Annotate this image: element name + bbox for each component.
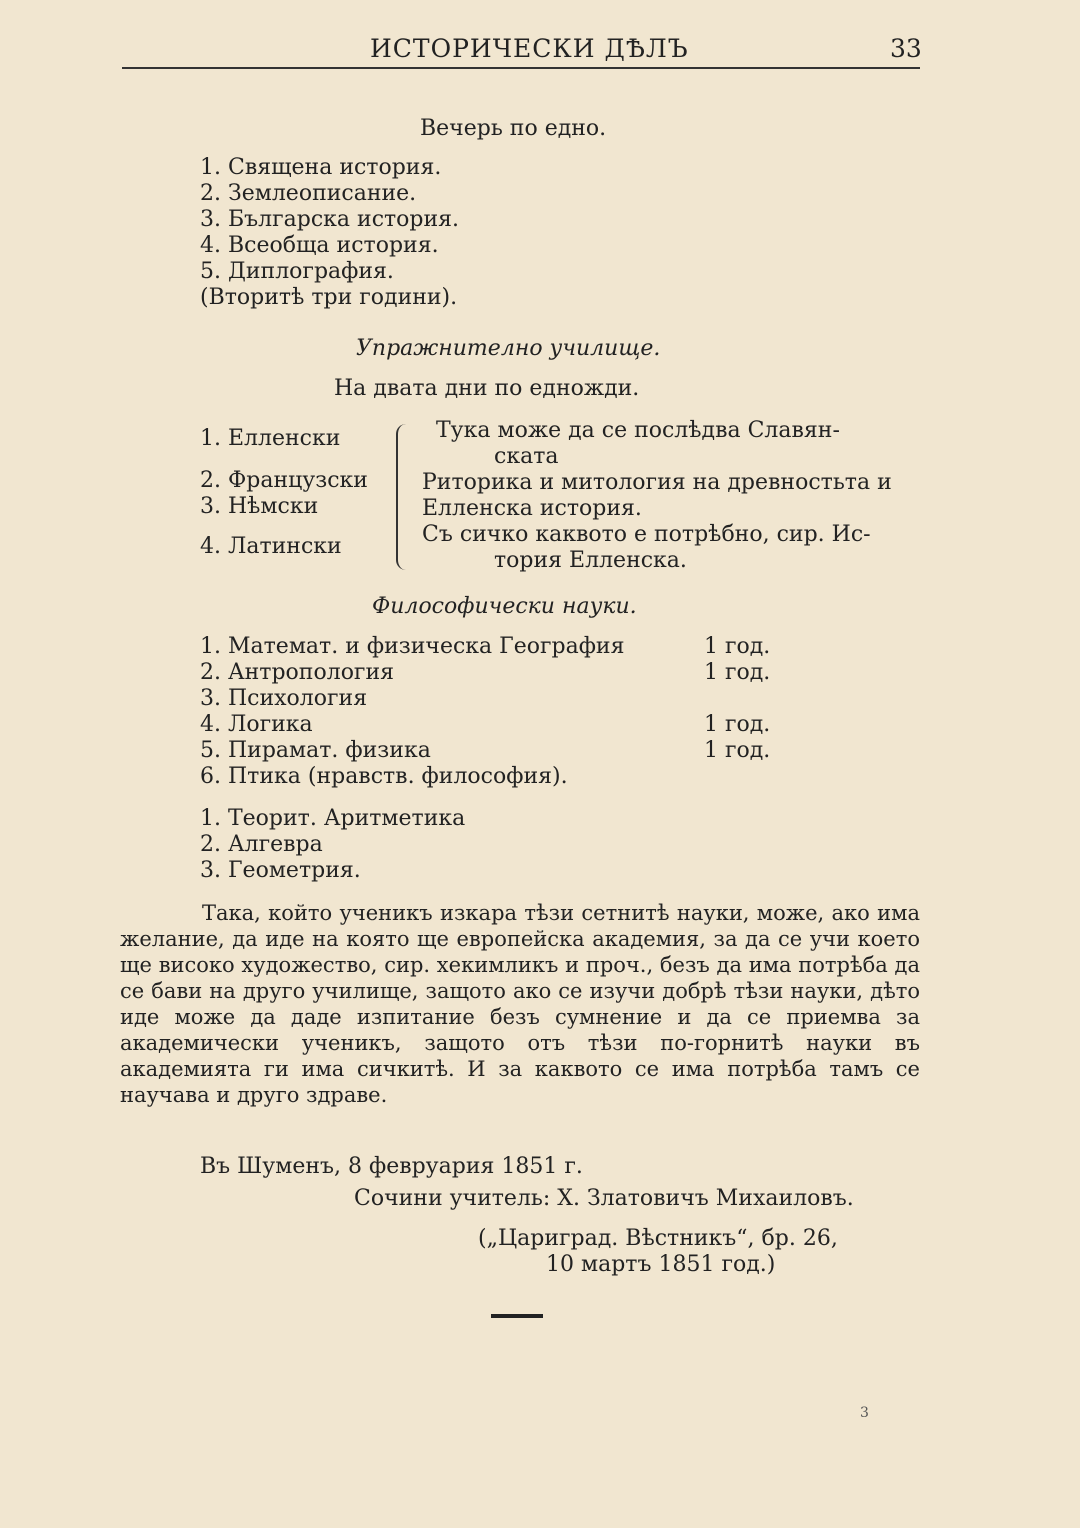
list-item: 3. Българска история. bbox=[200, 207, 460, 232]
description-line: Риторика и митология на древностьта и bbox=[422, 470, 892, 495]
brace bbox=[396, 424, 408, 570]
list-item: 3. Геометрия. bbox=[200, 858, 361, 883]
evening-heading: Вечерь по едно. bbox=[420, 116, 607, 141]
subject-french: 2. Французски bbox=[200, 468, 368, 493]
philosophy-heading: Философически науки. bbox=[372, 594, 637, 619]
philosophy-years bbox=[704, 634, 770, 764]
list-item: 6. Птика (нравств. философия). bbox=[200, 764, 568, 789]
subject-latin: 4. Латински bbox=[200, 534, 342, 559]
list-item: 3. Психология bbox=[200, 686, 368, 711]
description-line: Съ сичко каквото е потрѣбно, сир. Ис- bbox=[422, 522, 871, 547]
author-line: Сочини учитель: Х. Златовичъ Михаиловъ. bbox=[354, 1186, 854, 1211]
list-item: 1. Математ. и физическа География bbox=[200, 634, 625, 659]
page-number: 33 bbox=[890, 34, 922, 63]
year-value: 1 год. bbox=[704, 634, 771, 659]
list-item: 2. Антропология bbox=[200, 660, 395, 685]
math-list bbox=[200, 806, 465, 884]
closing-paragraph bbox=[120, 900, 920, 1108]
philosophy-list bbox=[200, 634, 624, 790]
description-line: ската bbox=[494, 444, 559, 469]
paragraph-text: Така, който ученикъ изкара тѣзи сетнитѣ науки, може, ако има желание, да иде на която ще европейска академия, за да се учи което ще високо художество, сир. хекимликъ и проч., безъ да има потрѣба да се бави на друго училище, защото ако се изучи добрѣ тѣзи науки, дѣто иде може да даде изпитание безъ сумнение и да се приемва за академически ученикъ, защото отъ тѣзи по-горнитѣ науки въ академията ги има сичкитѣ. И за каквото се има потрѣба тамъ се научава и друго здраве. bbox=[120, 901, 920, 1107]
year-value: 1 год. bbox=[704, 712, 771, 737]
subject-german: 3. Нѣмски bbox=[200, 494, 319, 519]
header-rule bbox=[122, 67, 920, 69]
signature-mark: 3 bbox=[860, 1405, 869, 1421]
evening-list bbox=[200, 155, 459, 311]
list-item: 4. Всеобща история. bbox=[200, 233, 439, 258]
place-date: Въ Шуменъ, 8 февруария 1851 г. bbox=[200, 1154, 583, 1179]
source-line-1: („Цариград. Вѣстникъ“, бр. 26, bbox=[478, 1226, 838, 1251]
description-line: тория Елленска. bbox=[494, 548, 687, 573]
list-item: 4. Логика bbox=[200, 712, 313, 737]
subject-greek: 1. Елленски bbox=[200, 426, 341, 451]
list-item: 1. Теорит. Аритметика bbox=[200, 806, 466, 831]
list-item: 2. Землеописание. bbox=[200, 181, 417, 206]
description-line: Тука може да се послѣдва Славян- bbox=[436, 418, 840, 443]
list-item: 5. Диплография. bbox=[200, 259, 394, 284]
list-item: 5. Пирамат. физика bbox=[200, 738, 431, 763]
year-value: 1 год. bbox=[704, 738, 771, 763]
end-dash bbox=[491, 1314, 543, 1318]
description-line: Елленска история. bbox=[422, 496, 642, 521]
list-item: 1. Священа история. bbox=[200, 155, 442, 180]
exercise-subheading: На двата дни по еднож​ди. bbox=[334, 376, 640, 401]
list-item: 2. Алгевра bbox=[200, 832, 323, 857]
evening-note: (Вторитѣ три години). bbox=[200, 285, 458, 310]
running-header-title: ИСТОРИЧЕСКИ ДѢЛЪ bbox=[370, 34, 689, 63]
subject-descriptions bbox=[422, 418, 892, 574]
year-value: 1 год. bbox=[704, 660, 771, 685]
source-line-2: 10 мартъ 1851 год.) bbox=[546, 1252, 776, 1277]
exercise-heading: Упражнително училище. bbox=[356, 336, 661, 361]
